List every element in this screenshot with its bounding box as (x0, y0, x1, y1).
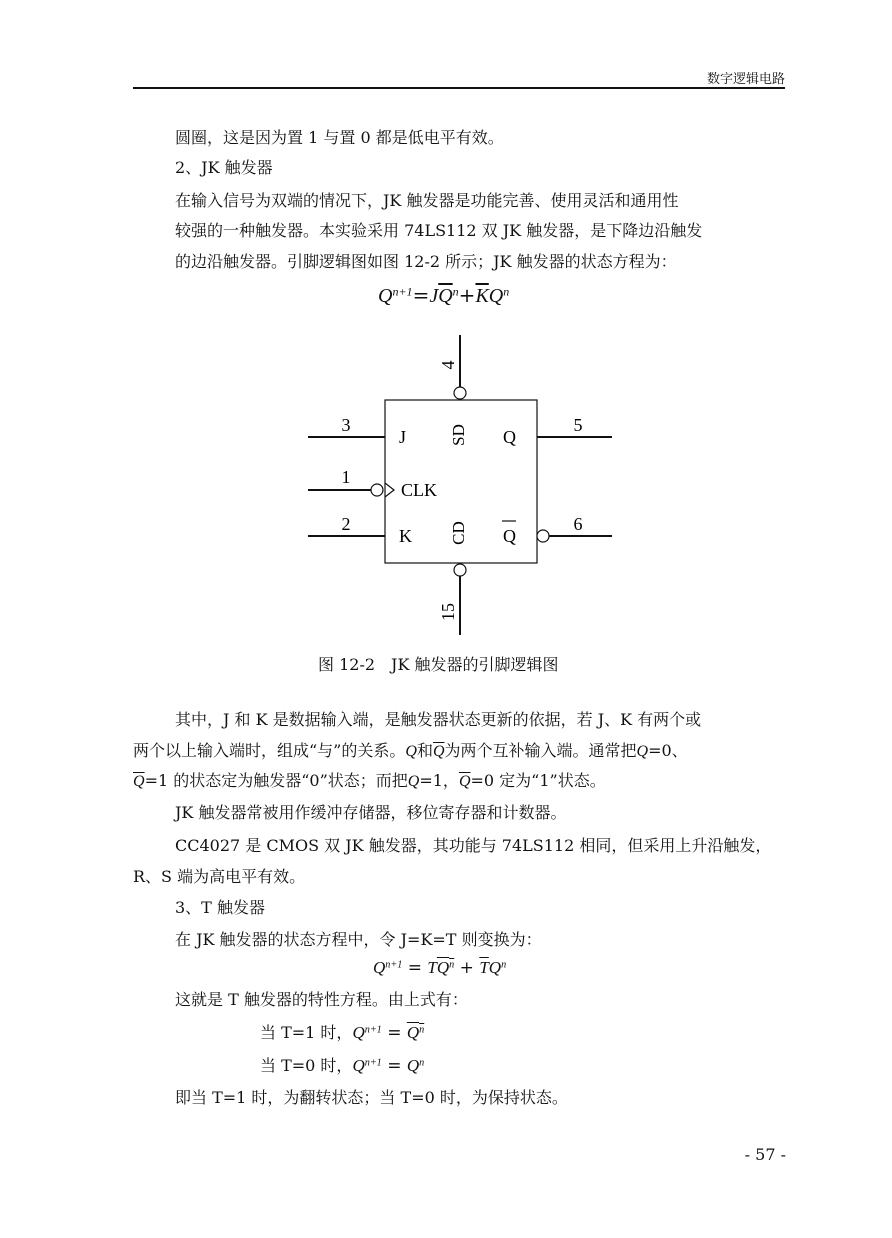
inline-symbol-overlined: $\overline{Q}$ (458, 773, 471, 790)
eq-symbol: Q (373, 958, 386, 977)
page-number: - 57 - (744, 1145, 786, 1164)
eq-symbol: Q (352, 1056, 365, 1075)
text-line: JK 触发器常被用作缓冲存储器，移位寄存器和计数器。 (175, 803, 567, 822)
eq-symbol: Q (488, 285, 504, 307)
figure-caption: 图 12-2 JK 触发器的引脚逻辑图 (318, 655, 559, 674)
text-line: 的边沿触发器。引脚逻辑图如图 12-2 所示；JK 触发器的状态方程为： (175, 252, 677, 271)
eq-operator: = (387, 1056, 402, 1076)
inline-symbol: Q (636, 743, 649, 760)
label-q: Q (503, 427, 516, 447)
eq-operator: = (412, 283, 430, 307)
eq-superscript: n (449, 959, 455, 971)
inverter-bubble-clk (371, 484, 383, 496)
label-k: K (399, 526, 412, 546)
jk-state-equation (378, 283, 509, 308)
inline-symbol-overlined: $\overline{Q}$ (432, 743, 445, 760)
eq-symbol-overlined: $\overline{K}$ (475, 285, 489, 307)
eq-superscript: n+1 (392, 284, 413, 299)
eq-superscript: n+1 (364, 1057, 382, 1069)
eq-superscript: n (503, 284, 510, 299)
inline-symbol: Q (407, 773, 420, 790)
text-run: 为两个互补输入端。通常把 (444, 741, 637, 760)
eq-superscript: n+1 (385, 959, 403, 971)
eq-superscript: n (419, 1057, 425, 1069)
eq-operator: + (459, 958, 474, 978)
eq-symbol: Q (488, 958, 502, 977)
text-run: 当 T=1 时， (260, 1023, 353, 1042)
eq-operator: + (458, 283, 476, 307)
pin-number-qbar: 6 (573, 514, 583, 534)
pin-number-j: 3 (341, 415, 351, 435)
inverter-bubble-sd (454, 387, 466, 399)
text-line: 其中，J 和 K 是数据输入端，是触发器状态更新的依据，若 J、K 有两个或 (175, 710, 702, 729)
label-sd: SD (448, 424, 468, 446)
text-run: =0、 (648, 741, 688, 760)
text-run: 两个以上输入端时，组成“与”的关系。 (133, 741, 406, 760)
eq-symbol-overlined: $\overline{T}$ (479, 958, 489, 977)
eq-operator: = (387, 1023, 402, 1043)
pin-number-bottom: 15 (438, 603, 459, 621)
eq-superscript: n+1 (364, 1024, 382, 1036)
text-line: 在 JK 触发器的状态方程中，令 J=K=T 则变换为： (175, 930, 542, 949)
text-line: CC4027 是 CMOS 双 JK 触发器，其功能与 74LS112 相同，但采用上升沿触发， (175, 836, 772, 855)
text-line (133, 771, 606, 792)
text-line: 即当 T=1 时，为翻转状态；当 T=0 时，为保持状态。 (175, 1088, 568, 1107)
text-line (260, 1023, 424, 1043)
text-run: =1 的状态定为触发器“0”状态；而把 (144, 771, 408, 790)
eq-superscript: n (501, 959, 507, 971)
label-j: J (399, 427, 407, 447)
eq-symbol: Q (378, 285, 393, 307)
eq-symbol: T (427, 958, 437, 977)
text-run: =0 定为“1”状态。 (470, 771, 606, 790)
text-line: 圆圈，这是因为置 1 与置 0 都是低电平有效。 (175, 128, 504, 147)
text-line: 在输入信号为双端的情况下，JK 触发器是功能完善、使用灵活和通用性 (175, 191, 679, 210)
eq-symbol-overlined: $\overline{Q}$ (438, 285, 453, 307)
jk-flipflop-diagram (300, 335, 620, 647)
eq-superscript: n (452, 284, 459, 299)
text-line (260, 1056, 424, 1076)
eq-symbol-overlined: Q (436, 958, 450, 977)
running-header: 数字逻辑电路 (706, 72, 785, 87)
section-heading-jk: 2、JK 触发器 (175, 158, 273, 177)
inverter-bubble-qbar (537, 530, 549, 542)
text-run: 当 T=0 时， (260, 1056, 353, 1075)
pin-number-k: 2 (341, 514, 351, 534)
label-clk: CLK (401, 480, 437, 500)
text-line: R、S 端为高电平有效。 (133, 867, 306, 886)
inverter-bubble-cd (454, 564, 466, 576)
eq-symbol-overlined: Q (406, 1023, 420, 1042)
pin-number-q: 5 (573, 415, 583, 435)
text-line (133, 741, 688, 762)
eq-operator: = (407, 958, 422, 978)
inline-symbol: Q (405, 743, 417, 760)
eq-symbol: Q (352, 1023, 365, 1042)
text-line: 这就是 T 触发器的特性方程。由上式有： (175, 990, 468, 1009)
text-run: =1， (419, 771, 459, 790)
pin-number-clk: 1 (341, 467, 351, 487)
text-line: 较强的一种触发器。本实验采用 74LS112 双 JK 触发器，是下降边沿触发 (175, 221, 703, 240)
t-state-equation (373, 958, 506, 978)
header-rule (133, 87, 785, 89)
eq-superscript: n (419, 1024, 425, 1036)
label-cd: CD (448, 521, 468, 545)
pin-number-top: 4 (438, 360, 459, 370)
label-qbar: Q (503, 526, 516, 546)
text-run: 和 (416, 741, 433, 760)
eq-symbol: J (429, 285, 439, 307)
section-heading-t: 3、T 触发器 (175, 898, 265, 917)
inline-symbol-overlined: $\overline{Q}$ (133, 773, 145, 790)
eq-symbol: Q (406, 1056, 420, 1075)
